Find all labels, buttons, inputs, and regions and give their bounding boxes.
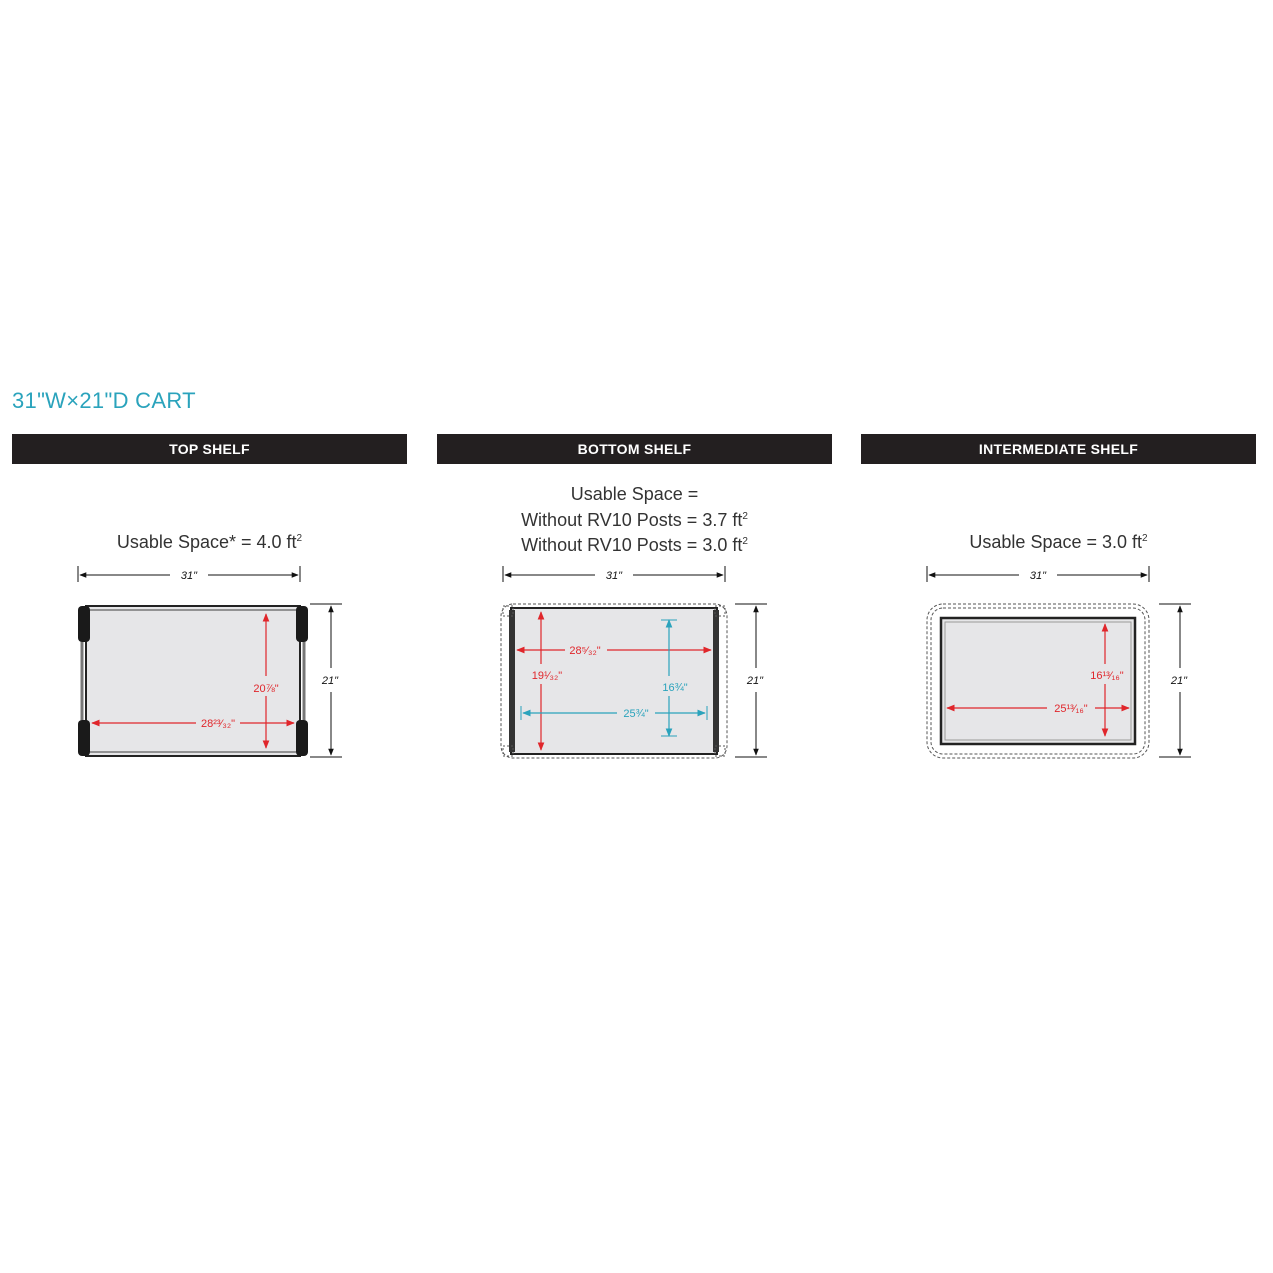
overall-depth-label: 21" bbox=[1170, 675, 1188, 687]
bottom-post-depth-label: 16¾" bbox=[662, 682, 688, 694]
bottom-inner-width-label: 28⁵⁄₃₂" bbox=[569, 645, 601, 657]
overall-width-label: 31" bbox=[180, 570, 198, 582]
overall-width-dimension bbox=[503, 566, 725, 582]
overall-depth-dimension bbox=[1159, 604, 1191, 757]
bottom-shelf-header: BOTTOM SHELF bbox=[437, 434, 832, 464]
overall-depth-dimension bbox=[310, 604, 342, 757]
intermediate-shelf-header: INTERMEDIATE SHELF bbox=[861, 434, 1256, 464]
top-shelf-usable-space: Usable Space* = 4.0 $ft^2$ bbox=[116, 532, 303, 552]
intermediate-inner-depth-label: 16¹³⁄₁₆" bbox=[1090, 670, 1124, 682]
overall-width-label: 31" bbox=[605, 570, 623, 582]
overall-width-dimension bbox=[927, 566, 1149, 582]
top-shelf-diagram bbox=[12, 560, 407, 770]
intermediate-shelf-usable-space: Usable Space = 3.0 $ft^2$ bbox=[969, 532, 1148, 552]
overall-depth-label: 21" bbox=[321, 675, 339, 687]
top-inner-depth-label: 20⅞" bbox=[253, 683, 279, 695]
overall-width-label: 31" bbox=[1029, 570, 1047, 582]
bottom-shelf-usable-space: Usable Space = Without RV10 Posts = 3.7 $ft^2$ Without RV10 Posts = 3.0 $ft^2$ bbox=[521, 484, 748, 555]
top-shelf-header: TOP SHELF bbox=[12, 434, 407, 464]
overall-depth-dimension bbox=[735, 604, 767, 757]
intermediate-shelf-diagram bbox=[861, 560, 1256, 770]
top-shelf-outline bbox=[78, 606, 308, 756]
intermediate-inner-width-label: 25¹³⁄₁₆" bbox=[1054, 703, 1088, 715]
overall-width-dimension bbox=[78, 566, 300, 582]
bottom-post-width-label: 25¾" bbox=[623, 708, 649, 720]
page-title: 31"W×21"D CART bbox=[12, 388, 196, 413]
bottom-shelf-diagram bbox=[437, 560, 832, 770]
overall-depth-label: 21" bbox=[746, 675, 764, 687]
bottom-inner-depth-label: 19¹⁄₃₂" bbox=[531, 670, 563, 682]
top-inner-width-label: 28²³⁄₃₂" bbox=[200, 718, 236, 730]
